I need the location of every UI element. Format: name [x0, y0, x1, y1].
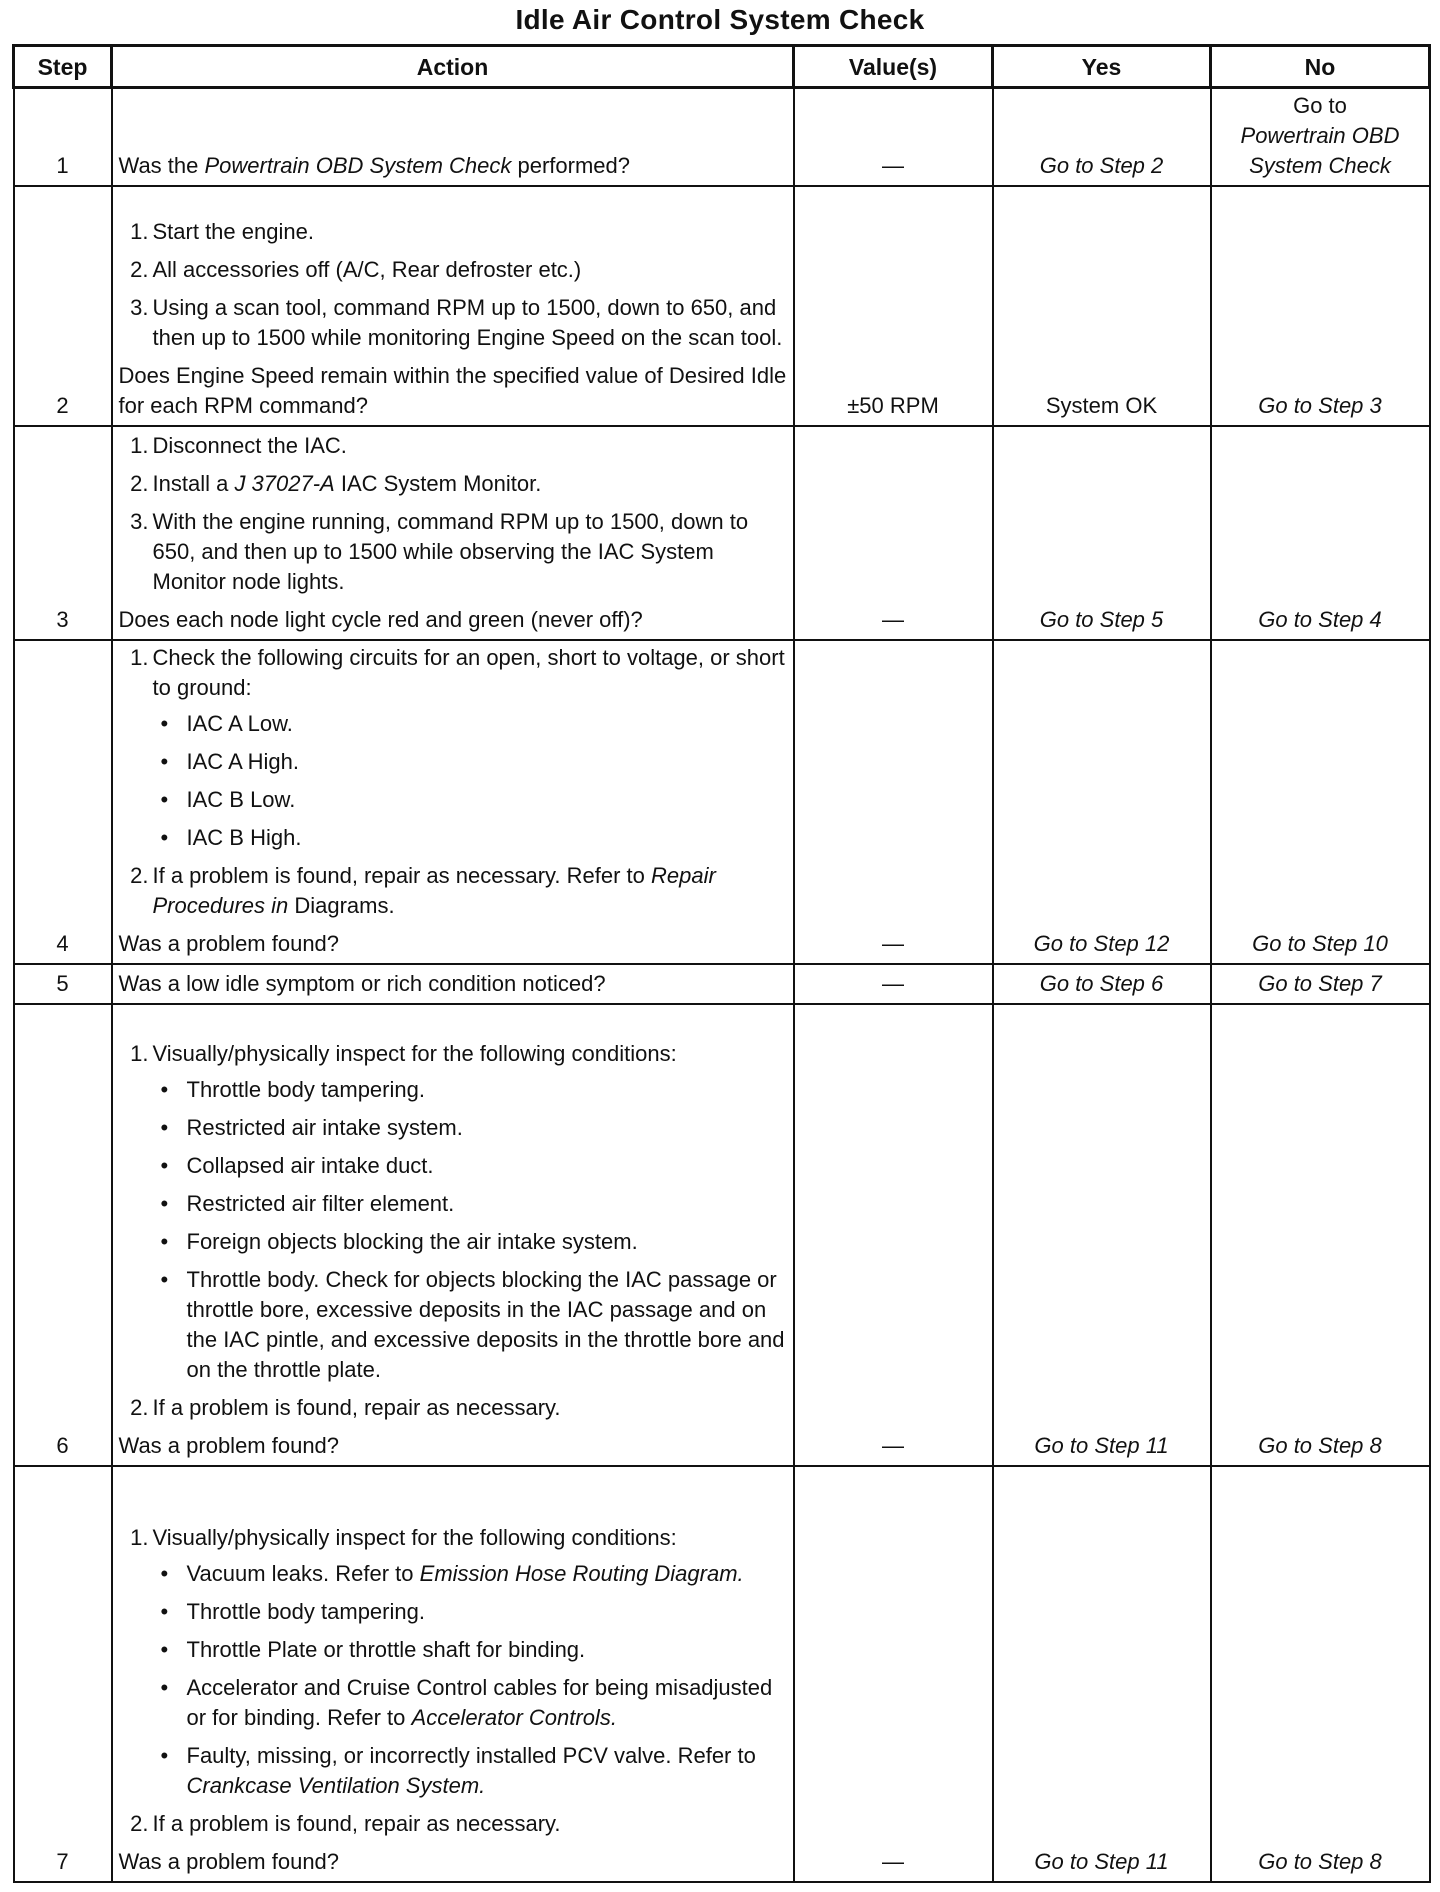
diagnostic-table — [12, 44, 1431, 1883]
step-number: 4 — [14, 640, 112, 964]
yes-cell: Go to Step 12 — [993, 640, 1211, 964]
bullet-item: • Throttle body tampering. — [160, 1077, 425, 1102]
no-cell: Go to Step 8 — [1211, 1466, 1430, 1882]
list-item: 3. With the engine running, command RPM up to 1500, down to 650, and then up to 1500 while observing the IAC System Monitor node lights. — [130, 509, 749, 594]
list-item: 2. If a problem is found, repair as necessary. — [130, 1395, 561, 1420]
header-value: Value(s) — [794, 46, 993, 88]
value-cell: — — [794, 1466, 993, 1882]
step-number: 1 — [14, 88, 112, 187]
no-cell: Go to Step 4 — [1211, 426, 1430, 640]
list-item: 1. Visually/physically inspect for the following conditions: • Throttle body tampering. • Restricted air intake system. • Collapsed air intake duct. • Restricted air filter element. • Foreign objects blocking the air intake system. • Throttle body. Check for objects blocking the IAC passage or throttle bore, excessive deposits in the IAC passage and on the IAC pintle, and excessive deposits in the throttle bore and on the throttle plate. — [153, 1039, 787, 1385]
header-no: No — [1211, 46, 1430, 88]
no-cell: Go to Powertrain OBD System Check — [1211, 88, 1430, 187]
bullet-item: • Throttle body tampering. — [160, 1599, 425, 1624]
list-item: 1. Visually/physically inspect for the following conditions: • Vacuum leaks. Refer to Emission Hose Routing Diagram. • Throttle body tampering. • Throttle Plate or throttle shaft for binding. • Accelerator and Cruise Control cables for being misadjusted or for binding. Refer to Accelerator Controls. • Faulty, missing, or incorrectly installed PCV valve. Refer to Crankcase Ventilation System. — [153, 1523, 787, 1801]
step-number: 5 — [14, 964, 112, 1004]
value-cell: — — [794, 640, 993, 964]
action-cell — [112, 186, 794, 426]
table-row — [14, 1004, 1430, 1466]
list-item: 1. Disconnect the IAC. — [130, 433, 347, 458]
table-header-row — [14, 46, 1430, 88]
bullet-item: • Accelerator and Cruise Control cables for being misadjusted or for binding. Refer to Accelerator Controls. — [160, 1675, 773, 1730]
action-cell — [112, 1466, 794, 1882]
yes-cell: Go to Step 11 — [993, 1466, 1211, 1882]
question-text: Was a problem found? — [118, 1433, 340, 1458]
no-cell: Go to Step 3 — [1211, 186, 1430, 426]
yes-cell: Go to Step 2 — [993, 88, 1211, 187]
bullet-item: • IAC A Low. — [160, 711, 293, 736]
yes-cell: System OK — [993, 186, 1211, 426]
header-yes: Yes — [993, 46, 1211, 88]
bullet-item: • Restricted air intake system. — [160, 1115, 463, 1140]
no-cell: Go to Step 7 — [1211, 964, 1430, 1004]
bullet-item: • Throttle body. Check for objects blocking the IAC passage or throttle bore, excessive deposits in the IAC passage and on the IAC pintle, and excessive deposits in the throttle bore and on the throttle plate. — [160, 1267, 785, 1382]
question-text: Does Engine Speed remain within the specified value of Desired Idle for each RPM command? — [118, 363, 787, 418]
bullet-item: • IAC B Low. — [160, 787, 296, 812]
list-item: 2. Install a J 37027-A IAC System Monitor. — [130, 471, 542, 496]
action-cell — [112, 426, 794, 640]
action-cell — [112, 1004, 794, 1466]
value-cell: — — [794, 426, 993, 640]
value-cell: — — [794, 88, 993, 187]
table-row — [14, 640, 1430, 964]
list-item: 2. If a problem is found, repair as necessary. — [130, 1811, 561, 1836]
value-cell: ±50 RPM — [794, 186, 993, 426]
question-text: Was a low idle symptom or rich condition noticed? — [118, 971, 606, 996]
question-text: Was a problem found? — [118, 931, 340, 956]
yes-cell: Go to Step 11 — [993, 1004, 1211, 1466]
step-number: 2 — [14, 186, 112, 426]
bullet-item: • IAC A High. — [160, 749, 300, 774]
bullet-item: • IAC B High. — [160, 825, 302, 850]
yes-cell: Go to Step 5 — [993, 426, 1211, 640]
step-number: 3 — [14, 426, 112, 640]
action-cell — [112, 88, 794, 187]
question-text: Was a problem found? — [118, 1849, 340, 1874]
value-cell: — — [794, 964, 993, 1004]
question-text: Was the Powertrain OBD System Check performed? — [118, 153, 630, 178]
step-number: 7 — [14, 1466, 112, 1882]
list-item: 1. Start the engine. — [130, 219, 314, 244]
header-step: Step — [14, 46, 112, 88]
table-row — [14, 964, 1430, 1004]
bullet-item: • Restricted air filter element. — [160, 1191, 455, 1216]
step-number: 6 — [14, 1004, 112, 1466]
no-cell: Go to Step 8 — [1211, 1004, 1430, 1466]
list-item: 2. If a problem is found, repair as necessary. Refer to Repair Procedures in Diagrams. — [130, 863, 716, 918]
value-cell: — — [794, 1004, 993, 1466]
header-action: Action — [112, 46, 794, 88]
bullet-item: • Foreign objects blocking the air intake system. — [160, 1229, 638, 1254]
table-row — [14, 186, 1430, 426]
bullet-item: • Throttle Plate or throttle shaft for binding. — [160, 1637, 586, 1662]
no-cell: Go to Step 10 — [1211, 640, 1430, 964]
bullet-item: • Collapsed air intake duct. — [160, 1153, 434, 1178]
question-text: Does each node light cycle red and green (never off)? — [118, 607, 643, 632]
bullet-item: • Vacuum leaks. Refer to Emission Hose Routing Diagram. — [160, 1561, 744, 1586]
list-item: 1. Check the following circuits for an open, short to voltage, or short to ground: • IAC A Low. • IAC A High. • IAC B Low. • IAC B High. — [153, 643, 787, 853]
table-row — [14, 426, 1430, 640]
bullet-item: • Faulty, missing, or incorrectly installed PCV valve. Refer to Crankcase Ventilation System. — [160, 1743, 756, 1798]
table-row — [14, 88, 1430, 187]
page-title: Idle Air Control System Check — [515, 4, 925, 35]
yes-cell: Go to Step 6 — [993, 964, 1211, 1004]
action-cell — [112, 640, 794, 964]
list-item: 2. All accessories off (A/C, Rear defroster etc.) — [130, 257, 582, 282]
table-row — [14, 1466, 1430, 1882]
action-cell — [112, 964, 794, 1004]
list-item: 3. Using a scan tool, command RPM up to 1500, down to 650, and then up to 1500 while monitoring Engine Speed on the scan tool. — [130, 295, 783, 350]
